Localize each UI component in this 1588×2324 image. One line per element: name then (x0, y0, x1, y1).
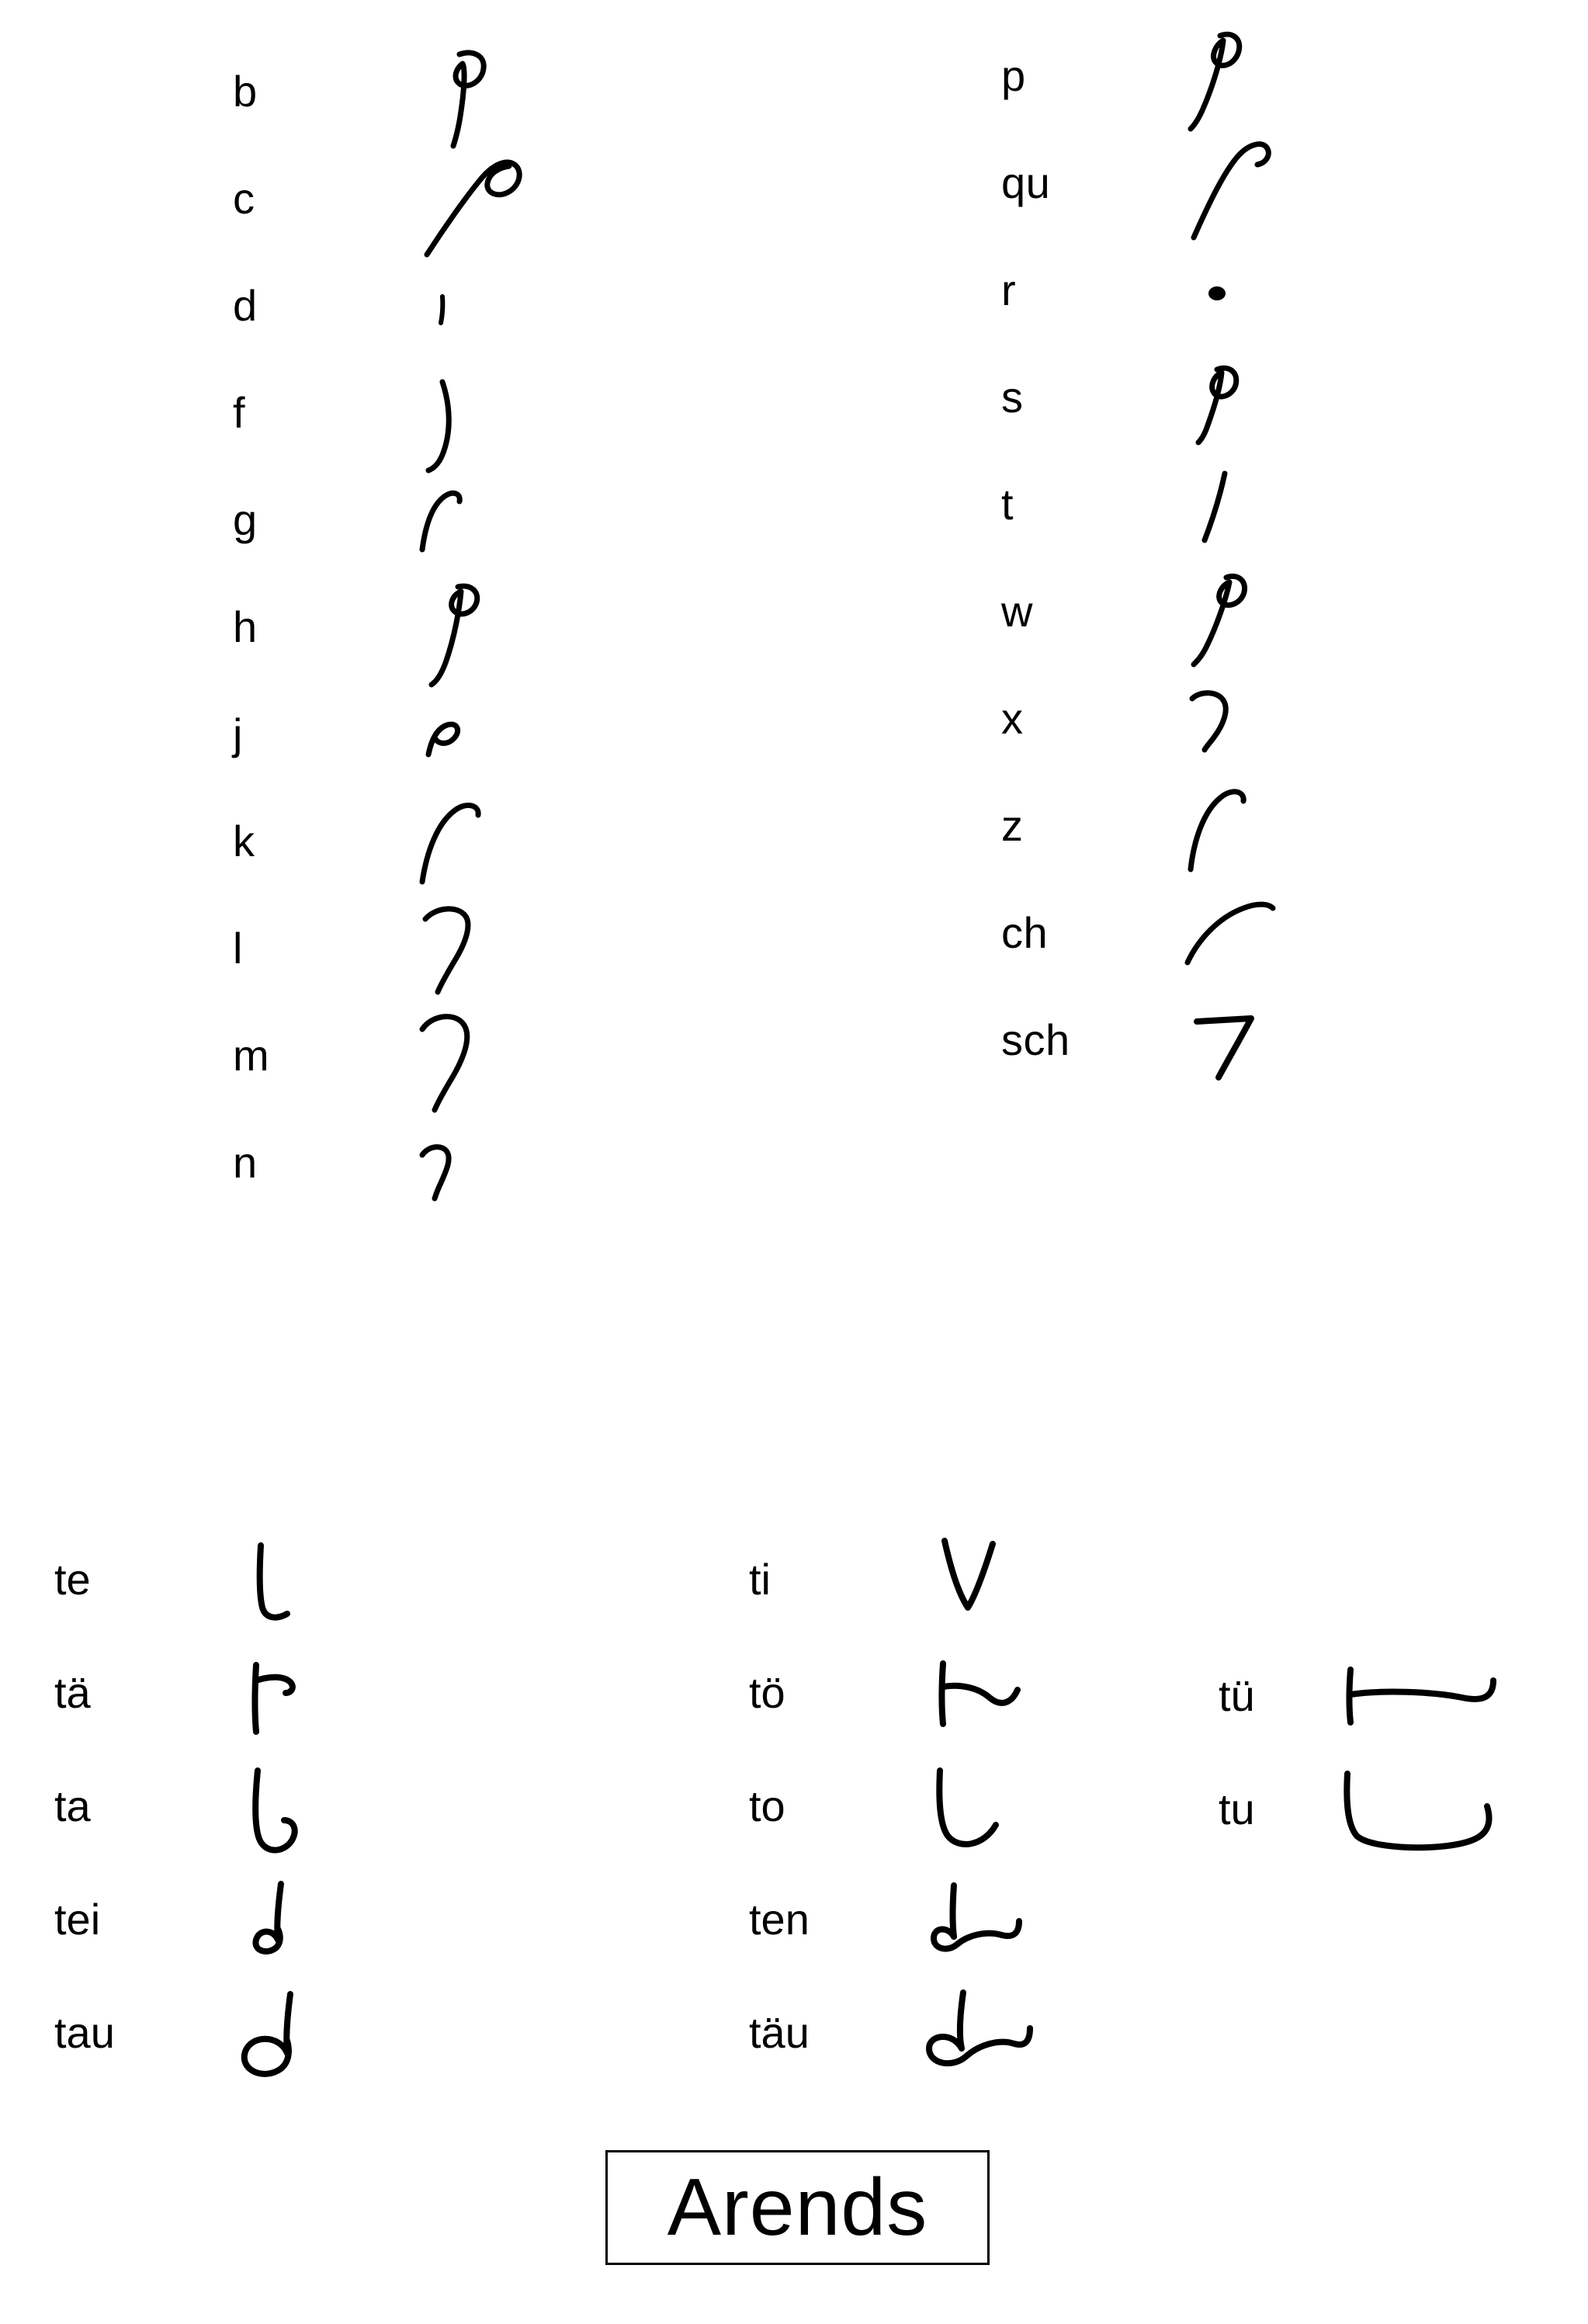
consonant-column-left (233, 47, 667, 1225)
shorthand-glyph-z (1180, 781, 1413, 888)
syllable-label: tau (54, 2008, 115, 2057)
shorthand-glyph-j (411, 689, 644, 796)
letter-label: c (233, 174, 255, 223)
chart-row (1001, 138, 1436, 245)
chart-row (233, 47, 667, 154)
shorthand-glyph-p (1180, 31, 1413, 138)
shorthand-glyph-qu (1180, 138, 1413, 245)
shorthand-glyph-tu (1335, 1763, 1588, 1876)
syllable-label: tä (54, 1668, 91, 1717)
letter-label: t (1001, 480, 1014, 529)
shorthand-glyph-te (233, 1533, 489, 1646)
chart-row (233, 154, 667, 261)
shorthand-glyph-toe (927, 1646, 1184, 1760)
shorthand-glyph-f (411, 368, 644, 475)
chart-row (233, 261, 667, 368)
shorthand-glyph-x (1180, 674, 1413, 781)
chart-row (1001, 31, 1436, 138)
chart-row (233, 904, 667, 1011)
shorthand-glyph-tae (233, 1646, 489, 1760)
shorthand-glyph-d (411, 261, 644, 368)
shorthand-glyph-r (1180, 245, 1413, 352)
letter-label: w (1001, 587, 1033, 636)
chart-row (1001, 567, 1436, 674)
letter-label: r (1001, 265, 1017, 314)
shorthand-glyph-g (411, 475, 644, 582)
letter-label: ch (1001, 908, 1049, 957)
shorthand-glyph-ti (927, 1533, 1184, 1646)
letter-label: g (233, 495, 258, 544)
shorthand-glyph-sch (1180, 995, 1413, 1102)
shorthand-glyph-m (411, 1011, 644, 1118)
chart-row (1001, 352, 1436, 460)
chart-row (233, 368, 667, 475)
chart-row (1001, 995, 1436, 1102)
chart-row (233, 796, 667, 904)
shorthand-glyph-ten (927, 1873, 1184, 1986)
letter-label: d (233, 281, 258, 330)
shorthand-glyph-tei (233, 1873, 489, 1986)
shorthand-glyph-b (411, 47, 644, 154)
syllable-label: tö (749, 1668, 785, 1717)
shorthand-glyph-tue (1335, 1649, 1588, 1763)
chart-row (1001, 674, 1436, 781)
shorthand-glyph-ta (233, 1760, 489, 1873)
letter-label: p (1001, 51, 1026, 100)
chart-row (233, 582, 667, 689)
source-caption-box (605, 2150, 990, 2265)
letter-label: b (233, 67, 258, 116)
shorthand-glyph-n (411, 1118, 644, 1225)
chart-row (1001, 245, 1436, 352)
letter-label: h (233, 602, 258, 651)
shorthand-glyph-ch (1180, 888, 1413, 995)
letter-label: x (1001, 694, 1024, 743)
chart-row (233, 475, 667, 582)
letter-label: k (233, 817, 255, 865)
shorthand-glyph-tau (233, 1986, 489, 2100)
shorthand-glyph-t (1180, 460, 1413, 567)
shorthand-glyph-s (1180, 352, 1413, 460)
shorthand-glyph-l (411, 904, 644, 1011)
shorthand-glyph-h (411, 582, 644, 689)
letter-label: f (233, 388, 246, 437)
syllable-label: te (54, 1555, 91, 1604)
consonant-column-right (1001, 31, 1436, 1102)
chart-row (1001, 460, 1436, 567)
shorthand-glyph-taeu (927, 1986, 1184, 2100)
letter-label: s (1001, 373, 1024, 421)
syllable-label: ta (54, 1781, 91, 1830)
shorthand-glyph-c (411, 154, 644, 261)
syllable-label: ti (749, 1555, 771, 1604)
letter-label: l (233, 924, 243, 973)
syllable-label: tei (54, 1895, 101, 1944)
letter-label: sch (1001, 1015, 1070, 1064)
syllable-label: tu (1219, 1785, 1255, 1833)
letter-label: m (233, 1031, 270, 1080)
chart-row (233, 1118, 667, 1225)
chart-row (1001, 888, 1436, 995)
shorthand-glyph-to (927, 1760, 1184, 1873)
letter-label: n (233, 1138, 258, 1187)
syllable-label: to (749, 1781, 785, 1830)
shorthand-glyph-k (411, 796, 644, 904)
chart-row (1001, 781, 1436, 888)
chart-row (233, 1011, 667, 1118)
syllable-label: täu (749, 2008, 810, 2057)
chart-row (233, 689, 667, 796)
shorthand-glyph-w (1180, 567, 1413, 674)
letter-label: qu (1001, 158, 1051, 207)
source-caption-text: Arends (667, 2163, 928, 2253)
syllable-label: tü (1219, 1671, 1255, 1720)
letter-label: z (1001, 801, 1024, 850)
letter-label: j (233, 709, 243, 758)
syllable-label: ten (749, 1895, 810, 1944)
